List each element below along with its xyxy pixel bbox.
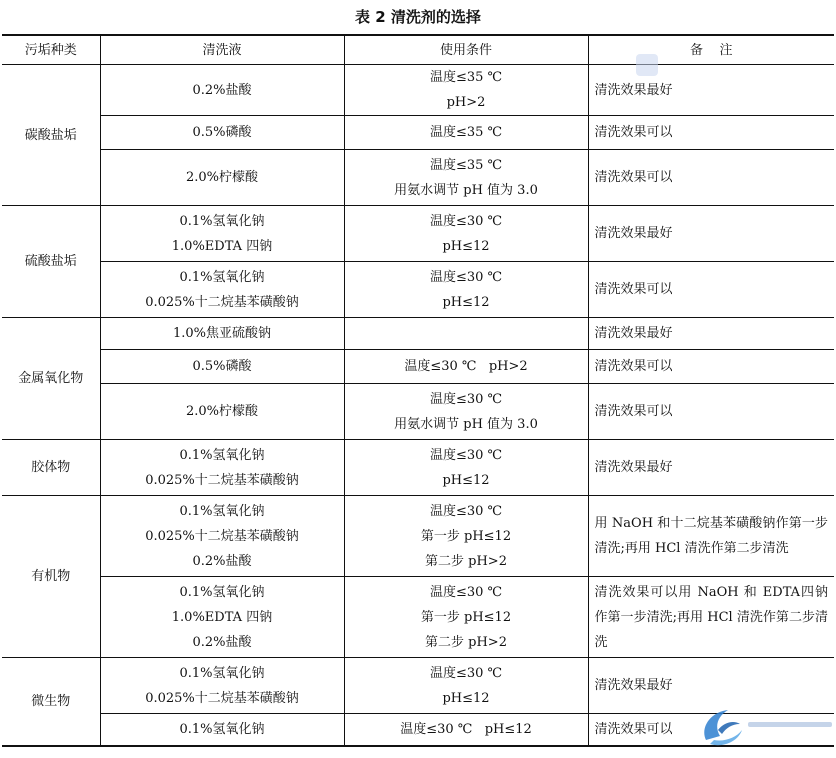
- solution-cell: 0.1%氢氧化钠 1.0%EDTA 四钠: [100, 206, 344, 262]
- table-row: [2, 496, 834, 577]
- note-cell: 清洗效果可以: [588, 350, 834, 384]
- conditions-cell: 温度≤30 ℃ pH≤12: [344, 440, 588, 496]
- header-remarks: 备 注: [588, 35, 834, 65]
- table-row: [2, 262, 834, 318]
- table-row: [2, 65, 834, 116]
- note-cell: 清洗效果最好: [588, 65, 834, 116]
- table-row: [2, 350, 834, 384]
- solution-cell: 2.0%柠檬酸: [100, 150, 344, 206]
- solution-cell: 0.5%磷酸: [100, 116, 344, 150]
- note-cell: 清洗效果可以用 NaOH 和 EDTA四钠作第一步清洗;再用 HCl 清洗作第二步清洗: [588, 577, 834, 658]
- conditions-cell: 温度≤30 ℃ 第一步 pH≤12 第二步 pH>2: [344, 577, 588, 658]
- conditions-cell: [344, 318, 588, 350]
- note-cell: 清洗效果最好: [588, 318, 834, 350]
- header-fouling-type: 污垢种类: [2, 35, 100, 65]
- table-row: [2, 577, 834, 658]
- note-cell: 清洗效果可以: [588, 714, 834, 746]
- note-cell: 用 NaOH 和十二烷基苯磺酸钠作第一步清洗;再用 HCl 清洗作第二步清洗: [588, 496, 834, 577]
- header-conditions: 使用条件: [344, 35, 588, 65]
- table-row: [2, 116, 834, 150]
- conditions-cell: 温度≤30 ℃ 第一步 pH≤12 第二步 pH>2: [344, 496, 588, 577]
- fouling-type-cell: 硫酸盐垢: [2, 206, 100, 318]
- table-row: [2, 150, 834, 206]
- conditions-cell: 温度≤30 ℃ pH≤12: [344, 714, 588, 746]
- note-cell: 清洗效果可以: [588, 116, 834, 150]
- note-cell: 清洗效果最好: [588, 658, 834, 714]
- fouling-type-cell: 胶体物: [2, 440, 100, 496]
- solution-cell: 0.1%氢氧化钠: [100, 714, 344, 746]
- solution-cell: 0.1%氢氧化钠 0.025%十二烷基苯磺酸钠 0.2%盐酸: [100, 496, 344, 577]
- solution-cell: 1.0%焦亚硫酸钠: [100, 318, 344, 350]
- note-cell: 清洗效果可以: [588, 150, 834, 206]
- watermark-badge-icon: [636, 54, 658, 76]
- conditions-cell: 温度≤30 ℃ 用氨水调节 pH 值为 3.0: [344, 384, 588, 440]
- conditions-cell: 温度≤35 ℃ pH>2: [344, 65, 588, 116]
- conditions-cell: 温度≤30 ℃ pH>2: [344, 350, 588, 384]
- conditions-cell: 温度≤30 ℃ pH≤12: [344, 658, 588, 714]
- conditions-cell: 温度≤30 ℃ pH≤12: [344, 262, 588, 318]
- solution-cell: 0.5%磷酸: [100, 350, 344, 384]
- header-cleaning-solution: 清洗液: [100, 35, 344, 65]
- note-cell: 清洗效果最好: [588, 206, 834, 262]
- watermark-logo-icon: [696, 700, 836, 750]
- conditions-cell: 温度≤30 ℃ pH≤12: [344, 206, 588, 262]
- table-row: [2, 318, 834, 350]
- solution-cell: 2.0%柠檬酸: [100, 384, 344, 440]
- header-row: [2, 35, 834, 65]
- note-cell: 清洗效果可以: [588, 384, 834, 440]
- solution-cell: 0.1%氢氧化钠 0.025%十二烷基苯磺酸钠: [100, 440, 344, 496]
- table-row: [2, 440, 834, 496]
- fouling-type-cell: 微生物: [2, 658, 100, 746]
- solution-cell: 0.1%氢氧化钠 1.0%EDTA 四钠 0.2%盐酸: [100, 577, 344, 658]
- fouling-type-cell: 碳酸盐垢: [2, 65, 100, 206]
- cleaning-agent-table: [2, 34, 834, 747]
- table-row: [2, 206, 834, 262]
- table-title: 表 2 清洗剂的选择: [355, 8, 481, 26]
- fouling-type-cell: 金属氧化物: [2, 318, 100, 440]
- solution-cell: 0.1%氢氧化钠 0.025%十二烷基苯磺酸钠: [100, 658, 344, 714]
- solution-cell: 0.1%氢氧化钠 0.025%十二烷基苯磺酸钠: [100, 262, 344, 318]
- table-row: [2, 384, 834, 440]
- conditions-cell: 温度≤35 ℃: [344, 116, 588, 150]
- note-cell: 清洗效果最好: [588, 440, 834, 496]
- conditions-cell: 温度≤35 ℃ 用氨水调节 pH 值为 3.0: [344, 150, 588, 206]
- fouling-type-cell: 有机物: [2, 496, 100, 658]
- note-cell: 清洗效果可以: [588, 262, 834, 318]
- solution-cell: 0.2%盐酸: [100, 65, 344, 116]
